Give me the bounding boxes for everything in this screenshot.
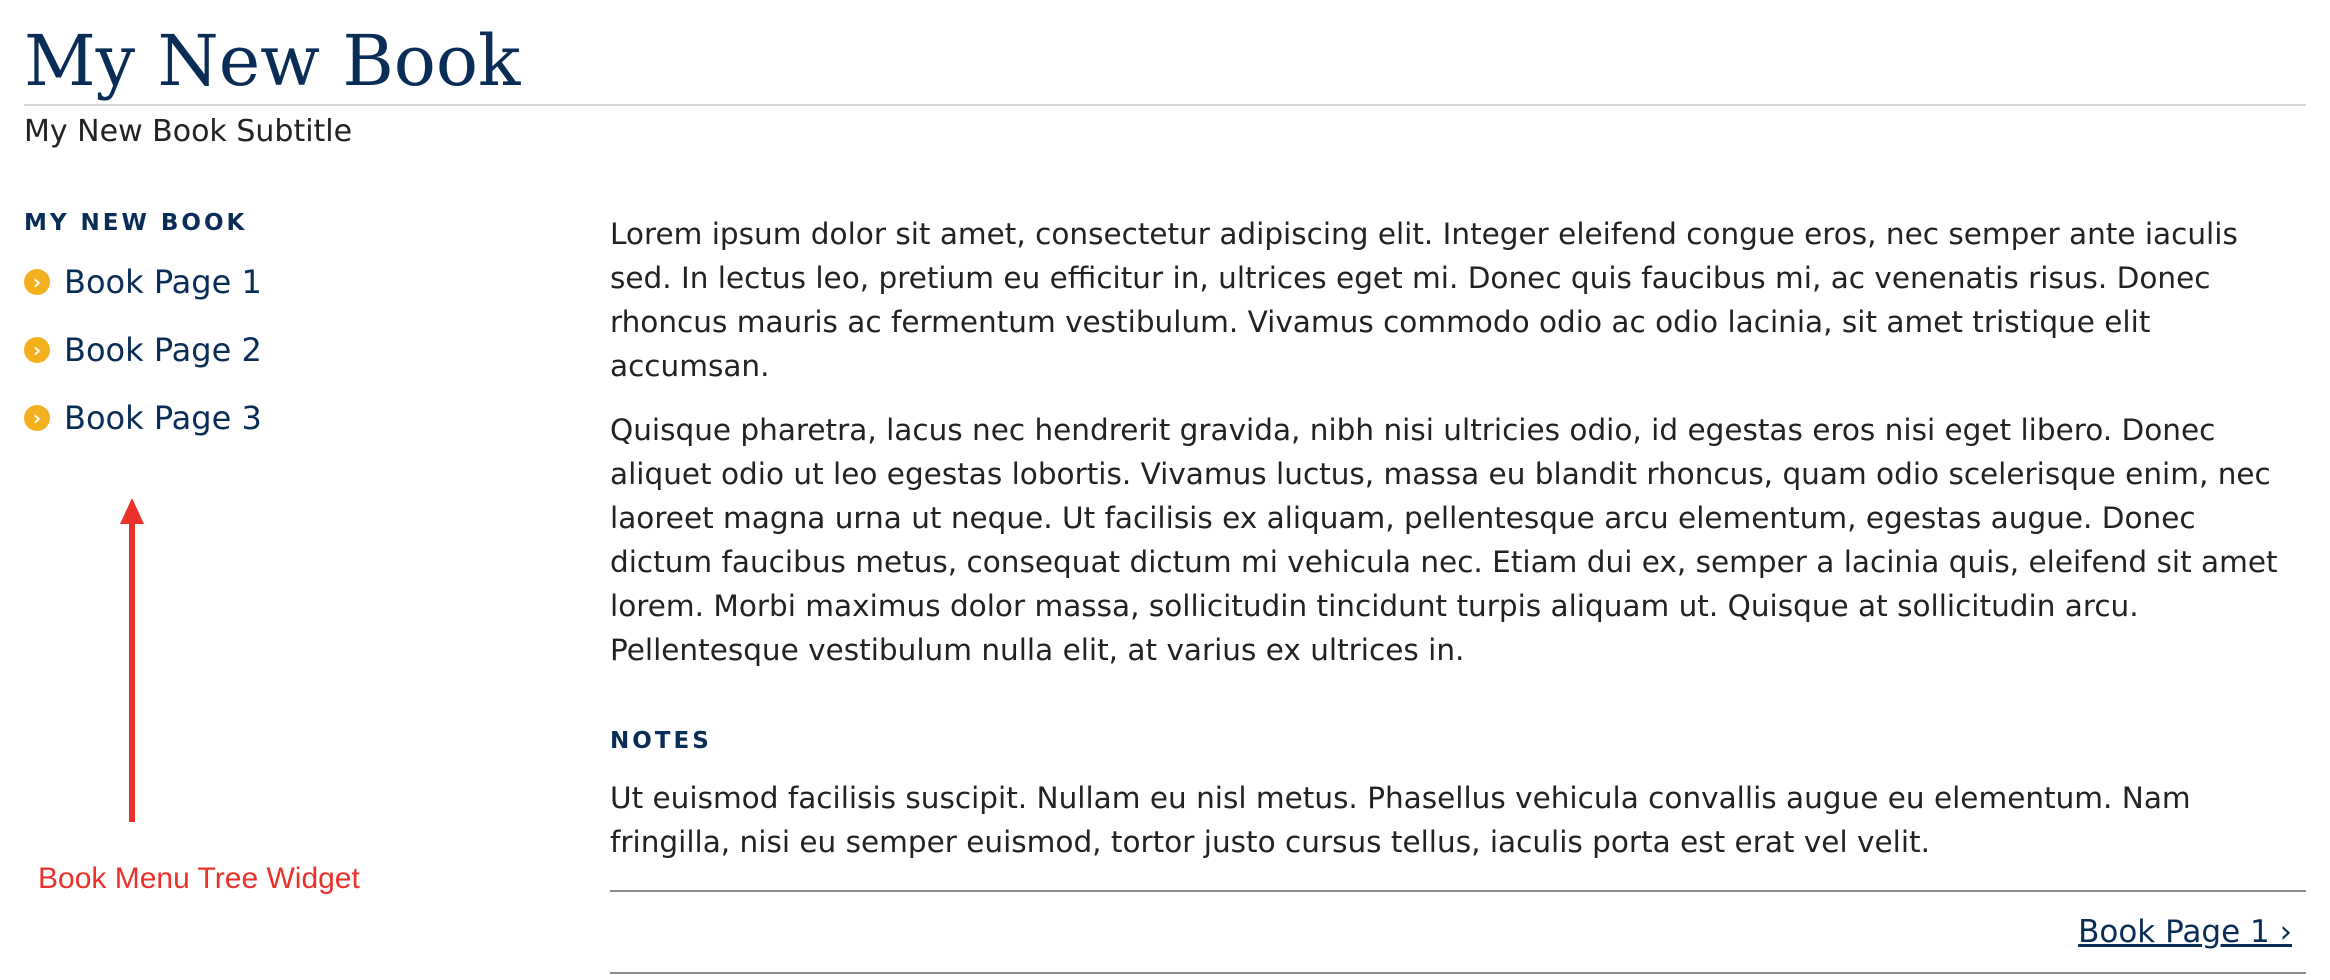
title-divider — [24, 104, 2306, 106]
menu-item-label[interactable]: Book Page 3 — [64, 399, 262, 437]
menu-item-book-page-1[interactable] — [24, 248, 544, 316]
menu-item-book-page-2[interactable] — [24, 316, 544, 384]
chevron-right-circle-icon: › — [24, 269, 50, 295]
page-subtitle: My New Book Subtitle — [24, 114, 353, 149]
notes-heading: NOTES — [610, 728, 712, 754]
next-page-link[interactable]: Book Page 1 › — [2078, 914, 2292, 950]
menu-item-book-page-3[interactable] — [24, 384, 544, 452]
annotation-label: Book Menu Tree Widget — [38, 862, 360, 895]
body-paragraph-2: Quisque pharetra, lacus nec hendrerit gravida, nibh nisi ultricies odio, id egestas eros nisi eget libero. Donec aliquet odio ut leo egestas lobortis. Vivamus luctus, massa eu blandit rhoncus, quam odio scelerisque enim, nec laoreet magna urna ut neque. Ut facilisis ex aliquam, pellentesque arcu elementum, egestas augue. Donec dictum faucibus metus, consequat dictum mi vehicula nec. Etiam dui ex, semper a lacinia quis, eleifend sit amet lorem. Morbi maximus dolor massa, sollicitudin tincidunt turpis aliquam ut. Quisque at sollicitudin arcu. Pellentesque vestibulum nulla elit, at varius ex ultrices in. — [610, 413, 2278, 667]
pager-divider-bottom — [610, 972, 2306, 974]
chevron-right-circle-icon: › — [24, 337, 50, 363]
menu-item-label[interactable]: Book Page 2 — [64, 331, 262, 369]
book-menu-tree — [24, 208, 544, 452]
main-content — [610, 212, 2306, 974]
page-title: My New Book — [24, 20, 521, 102]
notes-text: Ut euismod facilisis suscipit. Nullam eu nisl metus. Phasellus vehicula convallis augue eu elementum. Nam fringilla, nisi eu semper euismod, tortor justo cursus tellus, iaculis porta est erat vel velit. — [610, 781, 2191, 859]
annotation-arrow-icon — [112, 496, 152, 826]
book-menu-title: MY NEW BOOK — [24, 210, 248, 236]
body-paragraph-1: Lorem ipsum dolor sit amet, consectetur adipiscing elit. Integer eleifend congue eros, nec semper ante iaculis sed. In lectus leo, pretium eu efficitur in, ultrices eget mi. Donec quis faucibus mi, ac venenatis risus. Donec rhoncus mauris ac fermentum vestibulum. Vivamus commodo odio ac odio lacinia, sit amet tristique elit accumsan. — [610, 217, 2238, 383]
menu-item-label[interactable]: Book Page 1 — [64, 263, 262, 301]
book-pager — [610, 892, 2306, 972]
chevron-right-circle-icon: › — [24, 405, 50, 431]
